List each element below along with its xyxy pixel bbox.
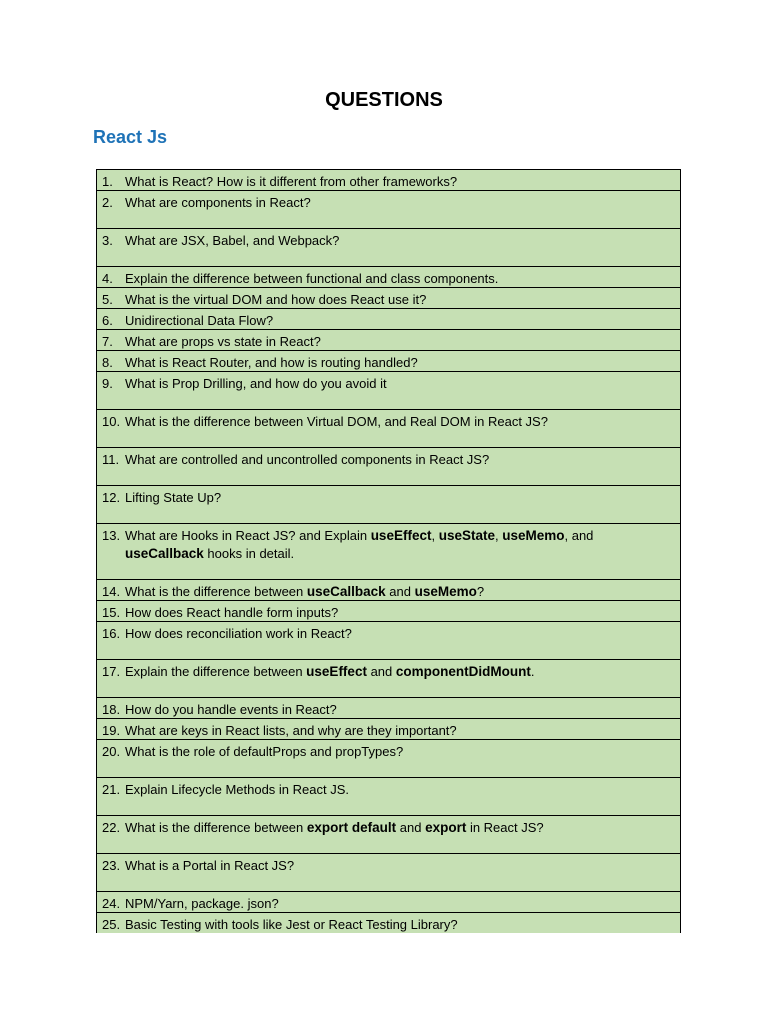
question-text-part: What are keys in React lists, and why are they important? xyxy=(125,723,457,738)
question-text xyxy=(125,333,672,351)
question-text-part: What are Hooks in React JS? and Explain xyxy=(125,528,371,543)
question-text-part: and xyxy=(385,584,415,599)
question-row xyxy=(96,739,681,777)
question-text-part: What is the role of defaultProps and propTypes? xyxy=(125,744,404,759)
question-text-part: and xyxy=(366,664,396,679)
question-number: 11. xyxy=(102,452,120,467)
question-text-part: What is a Portal in React JS? xyxy=(125,858,295,873)
question-text xyxy=(125,312,672,330)
question-text xyxy=(125,291,672,309)
question-row xyxy=(96,329,681,350)
question-text-part: What is the difference between Virtual DOM, and Real DOM in React JS? xyxy=(125,414,548,429)
question-text-part: , xyxy=(431,528,439,543)
question-text-part: , xyxy=(494,528,503,543)
question-text-part: hooks in detail. xyxy=(203,546,295,561)
question-number: 6. xyxy=(102,313,113,328)
question-text-part: Lifting State Up? xyxy=(125,490,222,505)
question-text xyxy=(125,413,672,431)
question-row xyxy=(96,228,681,266)
question-number: 22. xyxy=(102,820,121,835)
question-text xyxy=(125,819,672,837)
question-text-part: How does React handle form inputs? xyxy=(125,605,339,620)
question-row xyxy=(96,718,681,739)
question-row xyxy=(96,308,681,329)
question-text xyxy=(125,583,672,601)
question-text xyxy=(125,194,672,212)
question-number: 14. xyxy=(102,584,121,599)
question-text-part: Explain the difference between functional and class components. xyxy=(125,271,499,286)
question-text xyxy=(125,527,672,563)
question-row xyxy=(96,621,681,659)
question-number: 9. xyxy=(102,376,113,391)
question-text xyxy=(125,173,672,191)
question-row xyxy=(96,266,681,287)
question-number: 8. xyxy=(102,355,113,370)
question-text xyxy=(125,270,672,288)
question-keyword: useEffect xyxy=(370,528,432,543)
question-row xyxy=(96,447,681,485)
question-text-part: What is the difference between xyxy=(125,584,307,599)
question-text-part: in React JS? xyxy=(466,820,544,835)
question-row xyxy=(96,815,681,853)
question-number: 12. xyxy=(102,490,121,505)
question-number: 24. xyxy=(102,896,121,911)
question-text xyxy=(125,722,672,740)
question-text xyxy=(125,781,672,799)
question-row xyxy=(96,350,681,371)
question-text-part: What are JSX, Babel, and Webpack? xyxy=(125,233,340,248)
question-keyword: useMemo xyxy=(414,584,477,599)
question-row xyxy=(96,891,681,912)
question-keyword: useState xyxy=(438,528,495,543)
question-text-part: ? xyxy=(476,584,485,599)
question-row xyxy=(96,485,681,523)
question-keyword: export xyxy=(425,820,467,835)
question-text xyxy=(125,604,672,622)
question-row xyxy=(96,371,681,409)
question-text-part: . xyxy=(530,664,535,679)
question-number: 19. xyxy=(102,723,121,738)
question-keyword: useEffect xyxy=(306,664,367,679)
question-number: 1. xyxy=(102,174,113,189)
question-number: 5. xyxy=(102,292,113,307)
question-text xyxy=(125,895,672,913)
question-number: 2. xyxy=(102,195,113,210)
questions-table xyxy=(96,169,681,933)
question-row xyxy=(96,169,681,190)
question-text xyxy=(125,451,672,469)
question-text xyxy=(125,857,672,875)
question-keyword: useCallback xyxy=(125,546,204,561)
question-row xyxy=(96,600,681,621)
question-text-part: Unidirectional Data Flow? xyxy=(125,313,274,328)
question-keyword: componentDidMount xyxy=(395,664,531,679)
question-text xyxy=(125,375,672,393)
question-text-part: and xyxy=(396,820,426,835)
question-number: 21. xyxy=(102,782,121,797)
question-number: 20. xyxy=(102,744,121,759)
question-text-part: What is React Router, and how is routing handled? xyxy=(125,355,418,370)
question-number: 25. xyxy=(102,917,121,932)
question-row xyxy=(96,659,681,697)
question-row xyxy=(96,912,681,933)
question-text-part: What is the difference between xyxy=(125,820,307,835)
question-number: 15. xyxy=(102,605,121,620)
question-row xyxy=(96,579,681,600)
question-text xyxy=(125,663,672,681)
question-text-part: What is Prop Drilling, and how do you avoid it xyxy=(125,376,387,391)
question-number: 7. xyxy=(102,334,113,349)
question-row xyxy=(96,409,681,447)
question-number: 23. xyxy=(102,858,121,873)
question-text xyxy=(125,354,672,372)
question-text-part: Explain the difference between xyxy=(125,664,307,679)
question-text xyxy=(125,916,672,934)
question-text xyxy=(125,701,672,719)
question-row xyxy=(96,523,681,579)
question-row xyxy=(96,853,681,891)
question-number: 18. xyxy=(102,702,121,717)
question-number: 13. xyxy=(102,528,121,543)
question-text-part: What is the virtual DOM and how does React use it? xyxy=(125,292,427,307)
question-text-part: What are props vs state in React? xyxy=(125,334,321,349)
question-text-part: What are controlled and uncontrolled components in React JS? xyxy=(125,452,490,467)
question-text-part: Explain Lifecycle Methods in React JS. xyxy=(125,782,349,797)
question-text-part: NPM/Yarn, package. json? xyxy=(125,896,279,911)
question-text-part: , and xyxy=(564,528,594,543)
question-number: 4. xyxy=(102,271,113,286)
question-text-part: How do you handle events in React? xyxy=(125,702,337,717)
question-text xyxy=(125,743,672,761)
question-number: 10. xyxy=(102,414,121,429)
question-text-part: Basic Testing with tools like Jest or React Testing Library? xyxy=(125,917,458,932)
question-keyword: export default xyxy=(306,820,397,835)
question-keyword: useCallback xyxy=(306,584,386,599)
question-number: 3. xyxy=(102,233,113,248)
question-text-part: What is React? How is it different from other frameworks? xyxy=(125,174,458,189)
question-row xyxy=(96,697,681,718)
page-title: QUESTIONS xyxy=(325,89,443,111)
question-keyword: useMemo xyxy=(502,528,565,543)
question-row xyxy=(96,287,681,308)
question-row xyxy=(96,190,681,228)
question-text-part: What are components in React? xyxy=(125,195,311,210)
question-text-part: How does reconciliation work in React? xyxy=(125,626,352,641)
question-number: 17. xyxy=(102,664,121,679)
question-row xyxy=(96,777,681,815)
question-text xyxy=(125,625,672,643)
question-text xyxy=(125,232,672,250)
question-number: 16. xyxy=(102,626,121,641)
section-heading: React Js xyxy=(93,127,168,147)
question-text xyxy=(125,489,672,507)
